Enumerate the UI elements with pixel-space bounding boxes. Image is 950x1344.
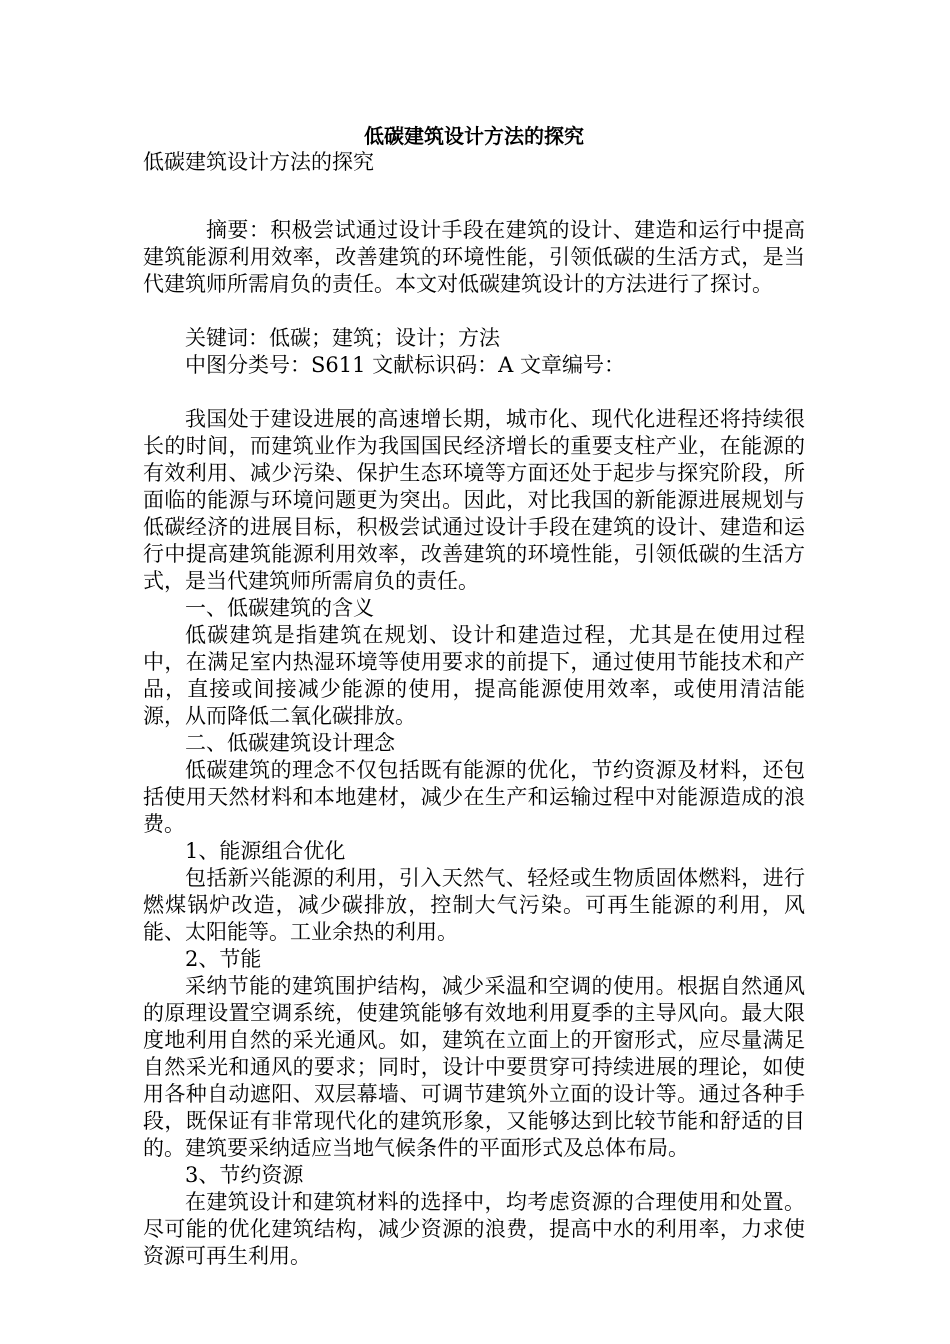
spacer [143,176,805,203]
section-text-2: 低碳建筑的理念不仅包括既有能源的优化，节约资源及材料，还包括使用天然材料和本地建材，减少在生产和运输过程中对能源造成的浪费。 [143,758,805,836]
spacer [143,379,805,406]
subsection-heading-3: 3、节约资源 [185,1163,304,1187]
subsection-heading-2: 2、节能 [185,947,262,971]
subsection-heading-1: 1、能源组合优化 [185,839,346,863]
section-text-1: 低碳建筑是指建筑在规划、设计和建造过程，尤其是在使用过程中，在满足室内热湿环境等使用要求的前提下，通过使用节能技术和产品，直接或间接减少能源的使用，提高能源使用效率，或使用清洁能源，从而降低二氧化碳排放。 [143,623,805,728]
section-heading-1: 一、低碳建筑的含义 [185,596,374,620]
document-title: 低碳建筑设计方法的探究 [364,124,584,148]
keywords-line: 关键词：低碳；建筑；设计；方法 [185,326,500,350]
spacer [143,203,805,217]
document-subtitle: 低碳建筑设计方法的探究 [143,150,374,174]
subsection-text-2: 采纳节能的建筑围护结构，减少采温和空调的使用。根据自然通风的原理设置空调系统，使建筑能够有效地利用夏季的主导风向。最大限度地利用自然的采光通风。如，建筑在立面上的开窗形式，应尽量满足自然采光和通风的要求；同时，设计中要贯穿可持续进展的理论，如使用各种自动遮阳、双层幕墙、可调节建筑外立面的设计等。通过各种手段，既保证有非常现代化的建筑形象，又能够达到比较节能和舒适的目的。建筑要采纳适应当地气候条件的平面形式及总体布局。 [143,974,805,1160]
document-body [143,123,805,1270]
subsection-text-3: 在建筑设计和建筑材料的选择中，均考虑资源的合理使用和处置。尽可能的优化建筑结构，减少资源的浪费，提高中水的利用率，力求使资源可再生利用。 [143,1190,805,1268]
abstract-paragraph: 摘要：积极尝试通过设计手段在建筑的设计、建造和运行中提高建筑能源利用效率，改善建筑的环境性能，引领低碳的生活方式，是当代建筑师所需肩负的责任。本文对低碳建筑设计的方法进行了探讨。 [143,218,805,296]
section-heading-2: 二、低碳建筑设计理念 [185,731,395,755]
classification-line: 中图分类号：S611 文献标识码：A 文章编号： [185,353,625,377]
spacer [143,298,805,325]
subsection-text-1: 包括新兴能源的利用，引入天然气、轻烃或生物质固体燃料，进行燃煤锅炉改造，减少碳排放，控制大气污染。可再生能源的利用，风能、太阳能等。工业余热的利用。 [143,866,805,944]
intro-paragraph: 我国处于建设进展的高速增长期，城市化、现代化进程还将持续很长的时间，而建筑业作为我国国民经济增长的重要支柱产业，在能源的有效利用、减少污染、保护生态环境等方面还处于起步与探究阶段，所面临的能源与环境问题更为突出。因此，对比我国的新能源进展规划与低碳经济的进展目标，积极尝试通过设计手段在建筑的设计、建造和运行中提高建筑能源利用效率，改善建筑的环境性能，引领低碳的生活方式，是当代建筑师所需肩负的责任。 [143,407,805,593]
